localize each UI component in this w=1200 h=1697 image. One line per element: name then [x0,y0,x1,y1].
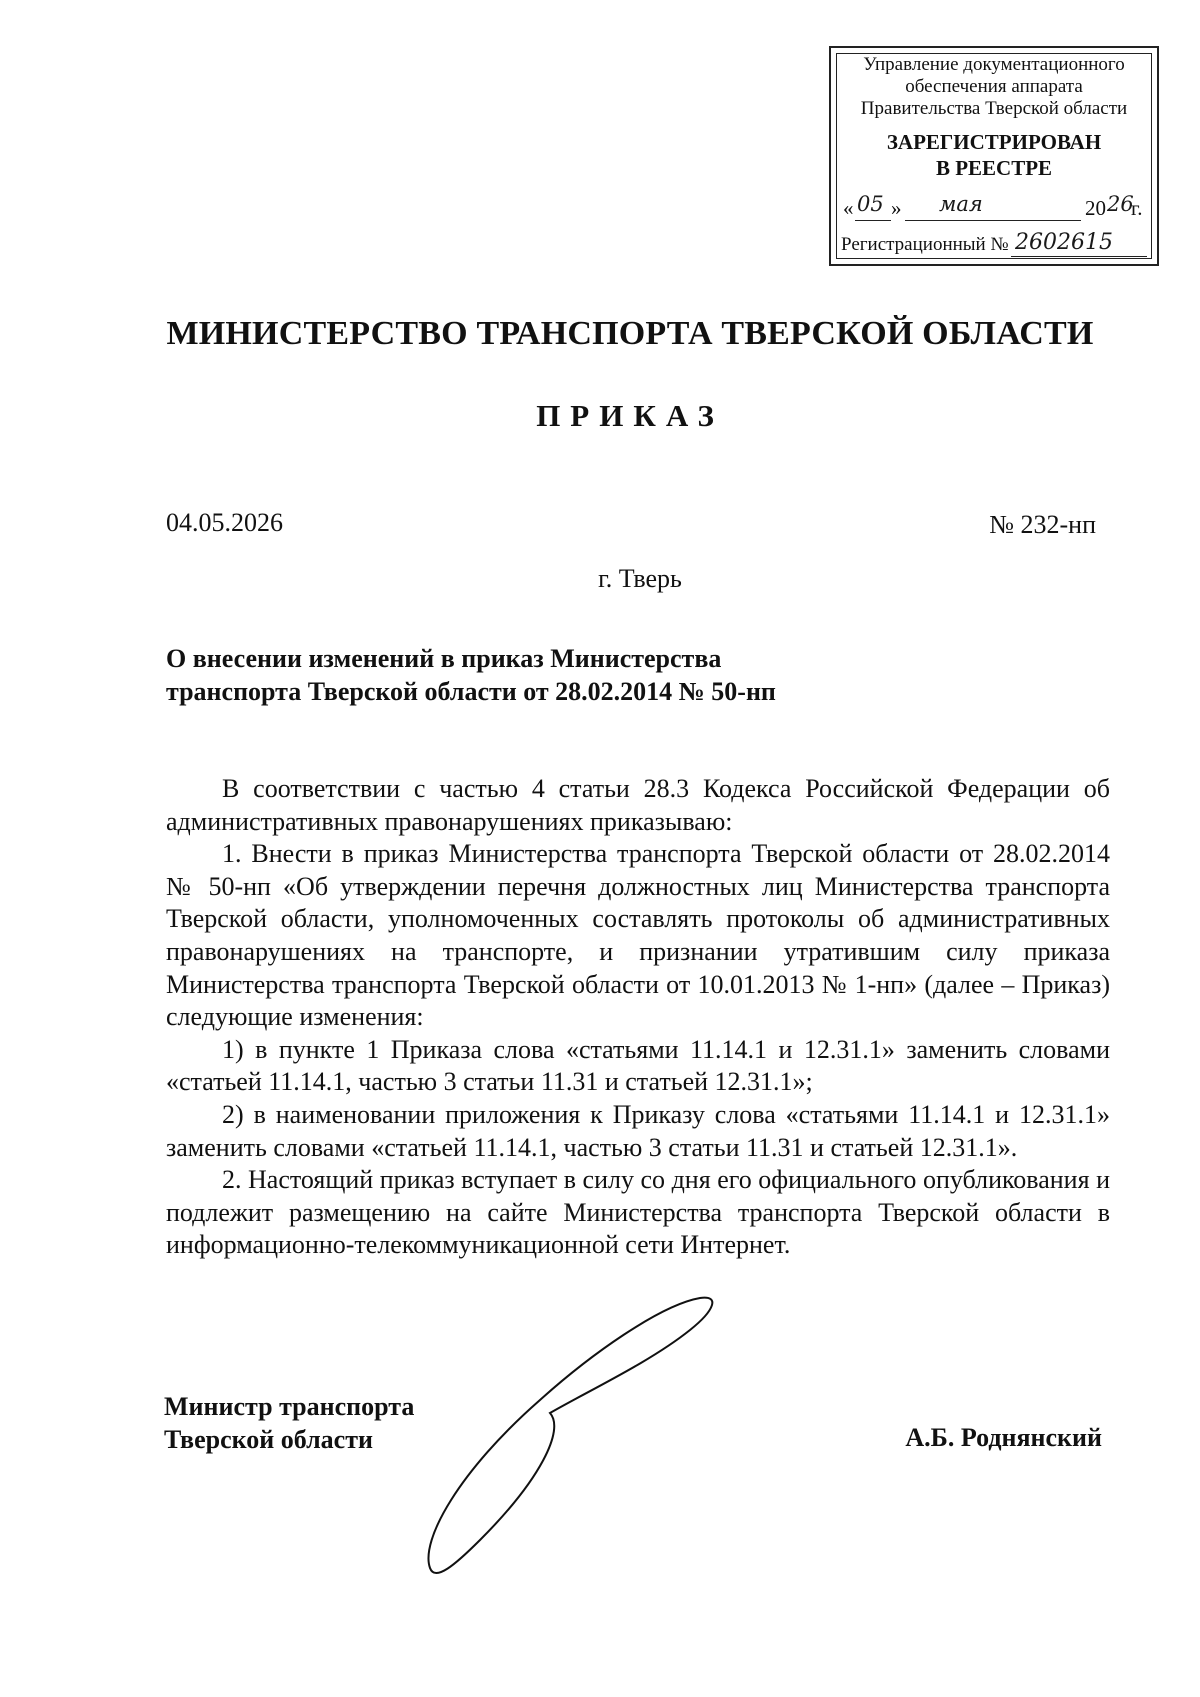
body-paragraph-subitem-1: 1) в пункте 1 Приказа слова «статьями 11.14.1 и 12.31.1» заменить словами «статьей 11.14.1, частью 3 статьи 11.31 и статьей 12.31.1»; [166,1034,1110,1097]
body-paragraph-subitem-2: 2) в наименовании приложения к Приказу слова «статьями 11.14.1 и 12.31.1» заменить словами «статьей 11.14.1, частью 3 статьи 11.31 и статьей 12.31.1». [166,1099,1110,1162]
stamp-month-underline [905,220,1081,221]
stamp-reg-underline [1011,256,1147,257]
stamp-org-line-3: Правительства Тверской области [860,98,1128,119]
signatory-title-line-2: Тверской области [164,1425,373,1454]
order-subject-line-2: транспорта Тверской области от 28.02.2014 № 50-нп [166,677,776,706]
stamp-date-open: « [843,196,854,220]
body-paragraph-item-1: 1. Внести в приказ Министерства транспорта Тверской области от 28.02.2014 № 50-нп «Об утверждении перечня должностных лиц Министерства транспорта Тверской области, уполномоченных составлять протоколы об административных правонарушениях на транспорте, и признании утратившим силу приказа Министерства транспорта Тверской области от 10.01.2013 № 1-нп» (далее – Приказ) следующие изменения: [166,839,1110,1032]
order-date: 04.05.2026 [166,508,283,537]
stamp-date-month: мая [939,192,983,216]
stamp-reg-value: 2602615 [1015,230,1113,255]
document-type: ПРИКАЗ [536,398,724,433]
signatory-title [164,1390,414,1456]
signature-stroke [428,1298,712,1573]
body-paragraph-preamble: В соответствии с частью 4 статьи 28.3 Кодекса Российской Федерации об административных правонарушениях приказываю: [166,774,1110,836]
signatory-title-line-1: Министр транспорта [164,1392,415,1421]
stamp-date-year-prefix: 20 [1085,196,1106,220]
stamp-day-underline [855,220,891,221]
order-subject-line-1: О внесении изменений в приказ Министерства [166,644,722,673]
order-number: № 232-нп [989,510,1096,539]
stamp-title-line-2: В РЕЕСТРЕ [935,156,1053,180]
stamp-date [839,194,1151,224]
stamp-org-line-2: обеспечения аппарата [905,76,1083,97]
stamp-org-line-1: Управление документационного [863,54,1125,75]
ministry-name: МИНИСТЕРСТВО ТРАНСПОРТА ТВЕРСКОЙ ОБЛАСТИ [166,315,1094,352]
stamp-date-day: 05 [857,192,884,216]
stamp-date-year-end: г. [1131,196,1143,220]
order-city: г. Тверь [598,564,682,593]
registration-stamp [829,46,1159,266]
stamp-date-year-suffix: 26 [1107,192,1134,216]
stamp-reg-label: Регистрационный № [841,234,1009,255]
stamp-title-line-1: ЗАРЕГИСТРИРОВАН [886,130,1102,154]
handwritten-signature [420,1290,780,1590]
stamp-registration-number [839,230,1151,260]
body-paragraph-item-2: 2. Настоящий приказ вступает в силу со дня его официального опубликования и подлежит размещению на сайте Министерства транспорта Тверской области в информационно-телекоммуникационной сети Интернет. [166,1165,1110,1260]
signatory-name: А.Б. Роднянский [905,1423,1102,1452]
order-body [166,773,1110,1262]
order-subject [166,642,886,708]
stamp-date-close: » [891,196,902,220]
